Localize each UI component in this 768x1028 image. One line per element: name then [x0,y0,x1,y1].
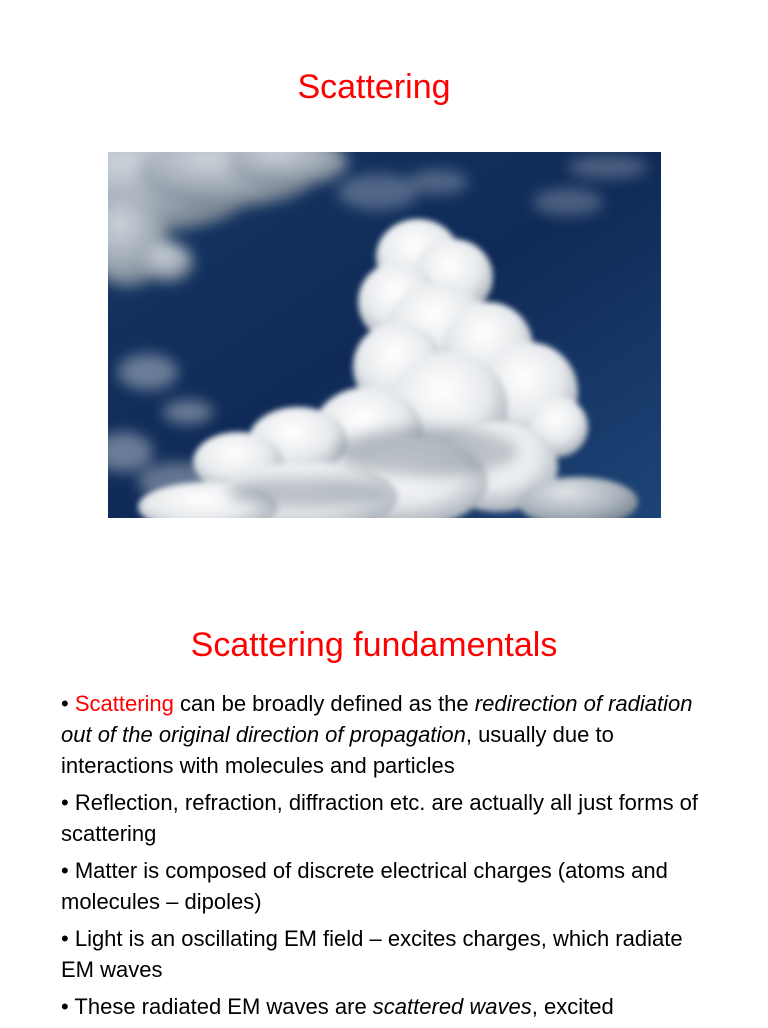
bullet-item [61,923,721,985]
bullet-marker: • [61,790,69,815]
bullet-emphasis: scattered waves [372,994,532,1019]
bullet-item [61,787,721,849]
bullet-text: These radiated EM waves are [74,994,373,1019]
bullet-marker: • [61,994,69,1019]
slide-title-scattering-fundamentals: Scattering fundamentals [190,626,558,664]
bullet-emphasis: redirection of radiation out of the original direction of propagation [61,691,693,747]
bullet-marker: • [61,691,69,716]
bullet-text: can be broadly defined as the [173,691,475,716]
bullet-item [61,855,721,917]
bullet-text: Light is an oscillating EM field – excites charges, which radiate EM waves [61,926,683,982]
bullet-text: Reflection, refraction, diffraction etc. are actually all just forms of scattering [61,790,699,846]
bullet-marker: • [61,926,69,951]
term-scattering: Scattering [74,691,174,716]
bullet-item [61,688,721,781]
cloud-photo [108,152,661,518]
bullet-item [61,991,721,1022]
bullet-marker: • [61,858,69,883]
bullet-text: Matter is composed of discrete electrical charges (atoms and molecules – dipoles) [61,858,668,914]
slide-title-scattering: Scattering [297,68,451,106]
bullet-text: , excited [531,994,614,1019]
bullet-text: , usually due to interactions with molecules and particles [61,722,614,778]
bullet-list [61,688,721,1028]
